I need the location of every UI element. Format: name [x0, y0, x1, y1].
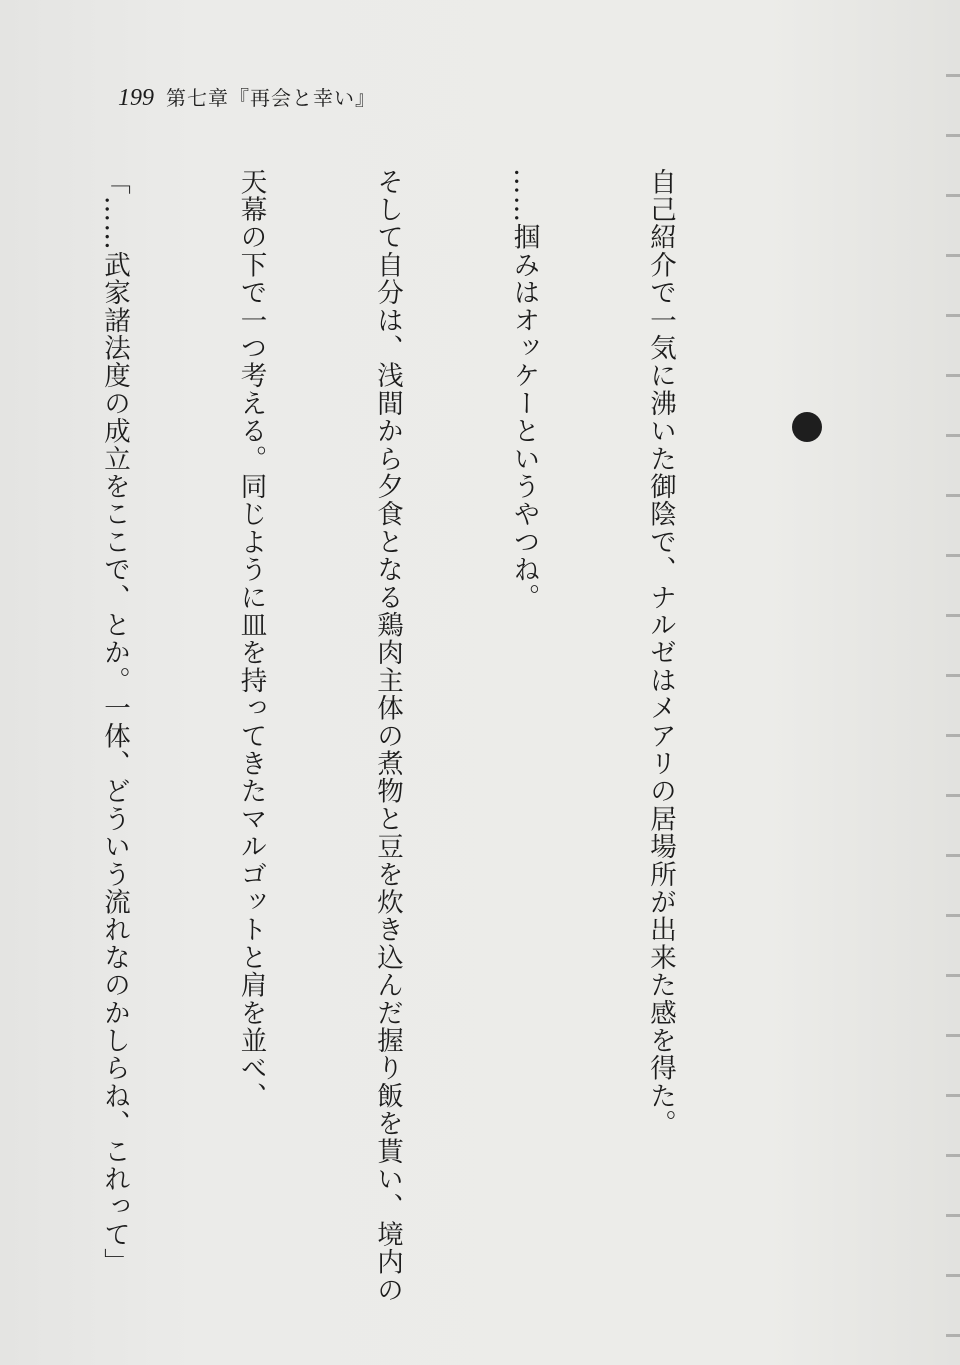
- text-line-4: 天幕の下で一つ考える。同じように皿を持ってきたマルゴットと肩を並べ、: [235, 168, 267, 1110]
- body-text: [0, 168, 774, 1304]
- chapter-title: 第七章『再会と幸い』: [166, 86, 376, 110]
- text-line-1: 自己紹介で一気に沸いた御陰で、ナルゼはメアリの居場所が出来た感を得た。: [645, 168, 676, 1138]
- text-line-6: [0, 168, 1, 1298]
- page-header: [118, 82, 376, 116]
- text-line-3: そして自分は、浅間から夕食となる鶏肉主体の煮物と豆を炊き込んだ握り飯を貰い、境内の: [372, 168, 403, 1304]
- text-line-5: 「……武家諸法度の成立をここで、とか。一体、どういう流れなのかしらね、これって」: [99, 168, 130, 1276]
- text-line-2: ……掴みはオッケーというやつね。: [508, 168, 540, 612]
- page-number: 199: [118, 85, 154, 111]
- section-dot-marker: [792, 412, 822, 442]
- page-edge-marks: [946, 40, 960, 1340]
